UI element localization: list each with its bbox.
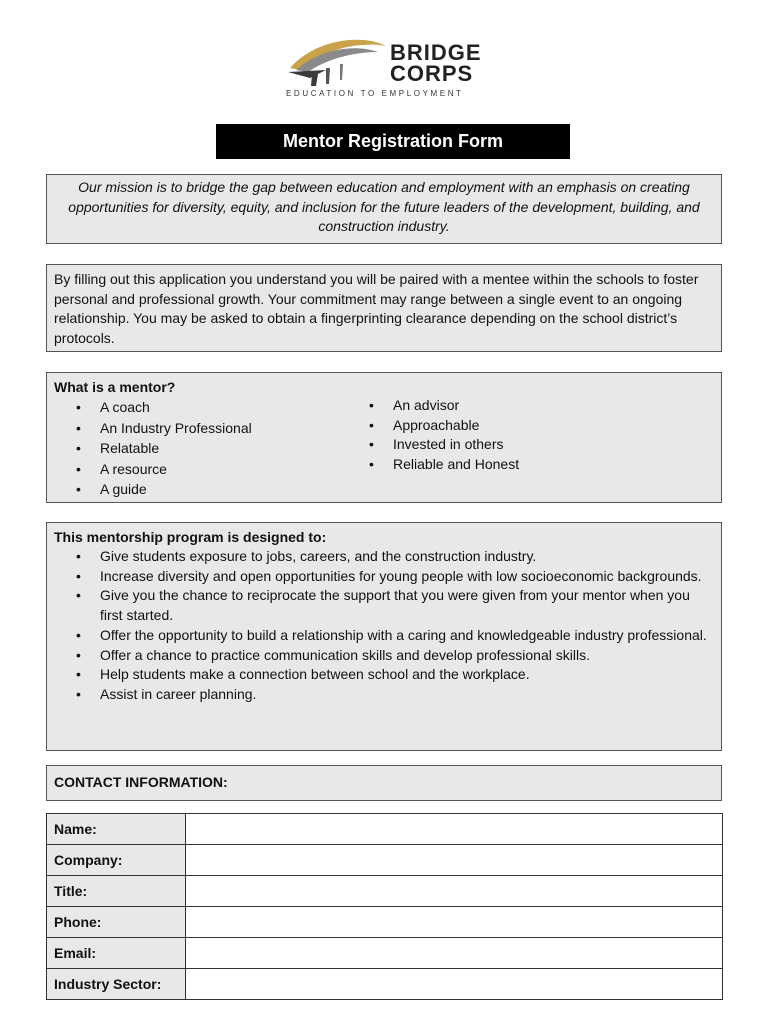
table-row xyxy=(47,969,723,1000)
industry-sector-label: Industry Sector: xyxy=(47,969,186,1000)
list-item: • Assist in career planning. xyxy=(54,685,714,705)
list-item: • Offer a chance to practice communication skills and develop professional skills. xyxy=(54,646,714,666)
list-item: • Increase diversity and open opportunities for young people with low socioeconomic backgrounds. xyxy=(54,567,714,587)
intro-paragraph: By filling out this application you understand you will be paired with a mentee within the schools to foster personal and professional growth. Your commitment may range between a single event to an ongoing relationship. You may be asked to obtain a fingerprinting clearance depending on the school district’s protocols. xyxy=(46,264,722,352)
industry-sector-field[interactable] xyxy=(186,969,723,1000)
table-row xyxy=(47,814,723,845)
logo-wordmark-line2: CORPS xyxy=(390,61,474,86)
program-goals-section xyxy=(46,522,722,751)
list-item: • An Industry Professional xyxy=(54,418,347,439)
title-field[interactable] xyxy=(186,876,723,907)
list-item: • Invested in others xyxy=(347,435,519,455)
list-item: • Approachable xyxy=(347,416,519,436)
program-heading: This mentorship program is designed to: xyxy=(54,529,327,545)
list-item: • A resource xyxy=(54,459,347,480)
list-item: • Give students exposure to jobs, careers, and the construction industry. xyxy=(54,547,714,567)
list-item: • Relatable xyxy=(54,438,347,459)
logo-wordmark-line1: BRIDGE xyxy=(390,40,482,65)
list-item: • Offer the opportunity to build a relationship with a caring and knowledgeable industry professional. xyxy=(54,626,714,646)
logo-tagline: EDUCATION TO EMPLOYMENT xyxy=(286,89,464,98)
bridge-corps-logo xyxy=(286,34,486,104)
contact-heading: CONTACT INFORMATION: xyxy=(46,765,722,801)
form-title: Mentor Registration Form xyxy=(216,124,570,159)
name-label: Name: xyxy=(47,814,186,845)
list-item: • A coach xyxy=(54,397,347,418)
mentor-definition-section xyxy=(46,372,722,503)
mentor-list-left xyxy=(54,397,347,500)
list-item: • Give you the chance to reciprocate the support that you were given from your mentor when you first started. xyxy=(54,586,714,625)
program-goals-list xyxy=(54,547,714,705)
mission-statement: Our mission is to bridge the gap between education and employment with an emphasis on creating opportunities for diversity, equity, and inclusion for the future leaders of the development, building, and construction industry. xyxy=(46,174,722,244)
table-row xyxy=(47,907,723,938)
table-row xyxy=(47,876,723,907)
table-row xyxy=(47,938,723,969)
mentor-list-right xyxy=(347,396,519,500)
list-item: • Help students make a connection between school and the workplace. xyxy=(54,665,714,685)
list-item: • A guide xyxy=(54,479,347,500)
contact-info-table xyxy=(46,813,723,1000)
bridge-logo-icon xyxy=(286,34,390,90)
phone-field[interactable] xyxy=(186,907,723,938)
email-label: Email: xyxy=(47,938,186,969)
email-field[interactable] xyxy=(186,938,723,969)
list-item: • An advisor xyxy=(347,396,519,416)
company-field[interactable] xyxy=(186,845,723,876)
phone-label: Phone: xyxy=(47,907,186,938)
mentor-heading: What is a mentor? xyxy=(54,379,176,395)
company-label: Company: xyxy=(47,845,186,876)
list-item: • Reliable and Honest xyxy=(347,455,519,475)
table-row xyxy=(47,845,723,876)
name-field[interactable] xyxy=(186,814,723,845)
title-label: Title: xyxy=(47,876,186,907)
